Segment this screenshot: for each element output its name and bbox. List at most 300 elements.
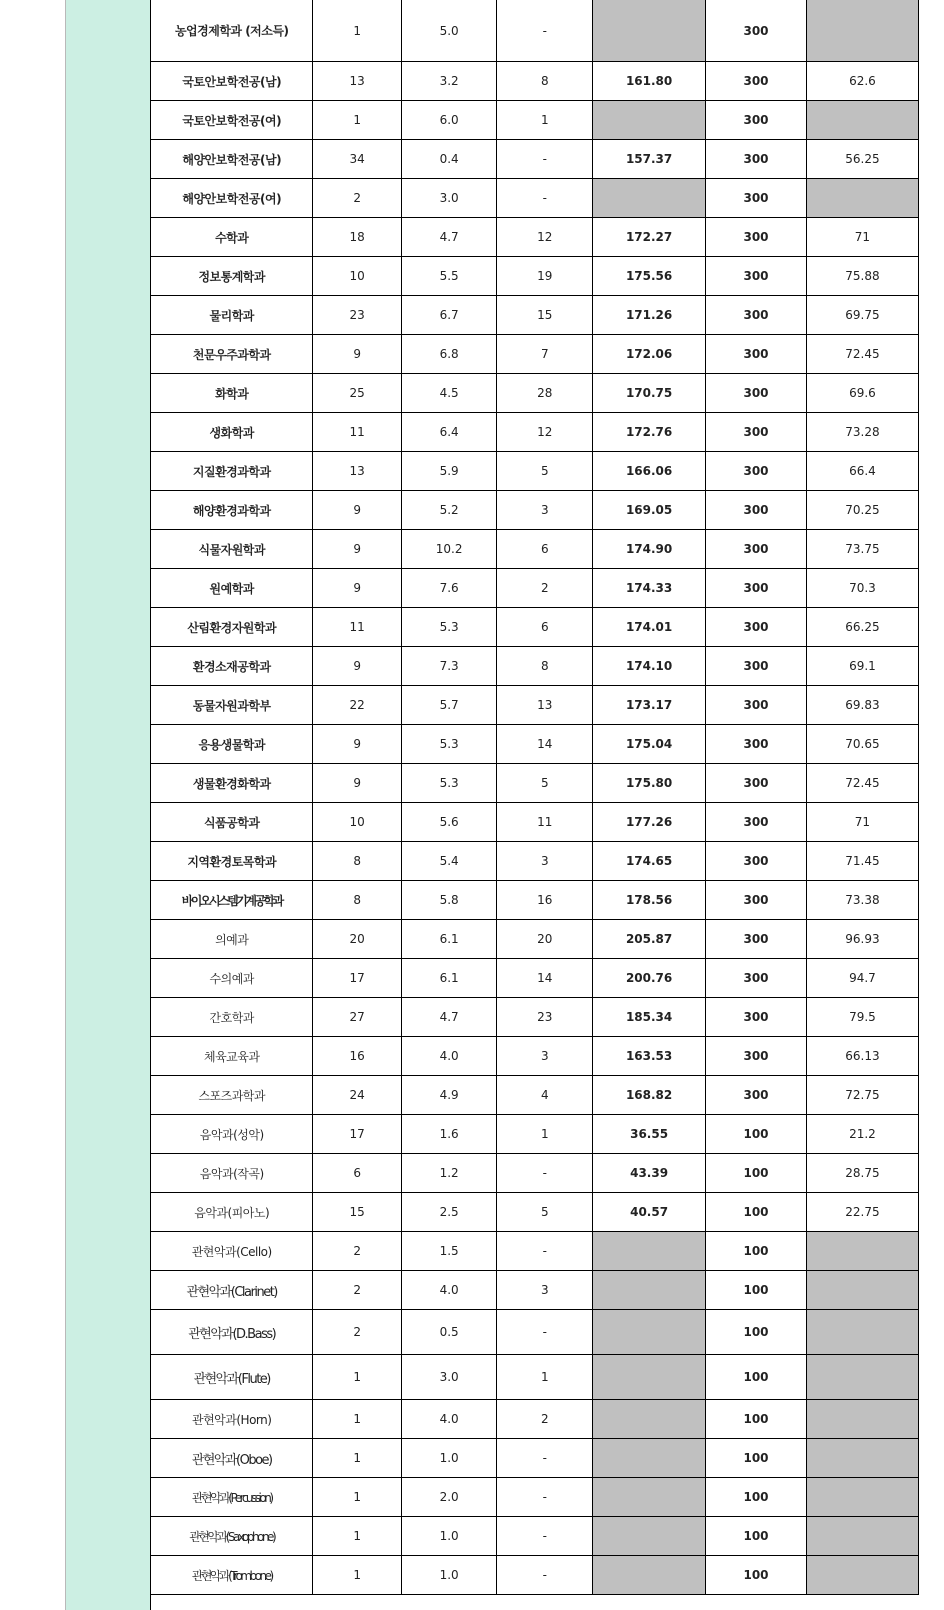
percentile-cell: 71.45: [806, 842, 918, 881]
department-cell: 환경소재공학과: [151, 647, 313, 686]
average-score-cell: 174.65: [593, 842, 706, 881]
total-score-cell: 100: [706, 1478, 807, 1517]
competition-rate-cell: 2.0: [401, 1478, 497, 1517]
quota-cell: 18: [313, 218, 401, 257]
quota-cell: 34: [313, 140, 401, 179]
percentile-cell: 75.88: [806, 257, 918, 296]
table-row: [151, 257, 919, 296]
department-cell: 수학과: [151, 218, 313, 257]
competition-rate-cell: 7.3: [401, 647, 497, 686]
department-cell: 농업경제학과 (저소득): [151, 0, 313, 62]
total-score-cell: 300: [706, 608, 807, 647]
total-score-cell: 300: [706, 725, 807, 764]
department-cell: 관현악과(Trombone): [151, 1556, 313, 1595]
total-score-cell: 300: [706, 764, 807, 803]
competition-rate-cell: 3.0: [401, 1355, 497, 1400]
department-cell: 동물자원과학부: [151, 686, 313, 725]
total-score-cell: 300: [706, 881, 807, 920]
department-cell: 수의예과: [151, 959, 313, 998]
total-score-cell: 300: [706, 998, 807, 1037]
competition-rate-cell: 1.0: [401, 1517, 497, 1556]
total-score-cell: 300: [706, 140, 807, 179]
average-score-cell: 171.26: [593, 296, 706, 335]
quota-cell: 1: [313, 1439, 401, 1478]
competition-rate-cell: 5.0: [401, 0, 497, 62]
competition-rate-cell: 6.1: [401, 959, 497, 998]
total-score-cell: 100: [706, 1154, 807, 1193]
quota-cell: 2: [313, 1271, 401, 1310]
table-row: [151, 998, 919, 1037]
average-score-cell: [593, 101, 706, 140]
table-row: [151, 764, 919, 803]
percentile-cell: 96.93: [806, 920, 918, 959]
additional-cell: 5: [497, 452, 593, 491]
average-score-cell: 174.10: [593, 647, 706, 686]
additional-cell: 16: [497, 881, 593, 920]
percentile-cell: 72.45: [806, 335, 918, 374]
department-cell: 식물자원학과: [151, 530, 313, 569]
department-cell: 관현악과(Saxophone): [151, 1517, 313, 1556]
additional-cell: -: [497, 1439, 593, 1478]
total-score-cell: 100: [706, 1556, 807, 1595]
quota-cell: 2: [313, 1232, 401, 1271]
quota-cell: 8: [313, 881, 401, 920]
total-score-cell: 100: [706, 1439, 807, 1478]
average-score-cell: 177.26: [593, 803, 706, 842]
table-row: [151, 413, 919, 452]
total-score-cell: 300: [706, 647, 807, 686]
total-score-cell: 300: [706, 491, 807, 530]
table-row: [151, 1154, 919, 1193]
table-row: [151, 1400, 919, 1439]
percentile-cell: 73.38: [806, 881, 918, 920]
department-cell: 생화학과: [151, 413, 313, 452]
average-score-cell: [593, 0, 706, 62]
department-cell: 스포즈과학과: [151, 1076, 313, 1115]
department-cell: 바이오시스템기계공학과: [151, 881, 313, 920]
quota-cell: 20: [313, 920, 401, 959]
average-score-cell: 205.87: [593, 920, 706, 959]
percentile-cell: 70.25: [806, 491, 918, 530]
average-score-cell: 185.34: [593, 998, 706, 1037]
table-row: [151, 530, 919, 569]
department-cell: 관현악과(Clarinet): [151, 1271, 313, 1310]
additional-cell: -: [497, 179, 593, 218]
total-score-cell: 300: [706, 452, 807, 491]
total-score-cell: 100: [706, 1517, 807, 1556]
quota-cell: 10: [313, 257, 401, 296]
average-score-cell: 175.56: [593, 257, 706, 296]
table-row: [151, 686, 919, 725]
quota-cell: 1: [313, 1556, 401, 1595]
competition-rate-cell: 4.0: [401, 1271, 497, 1310]
department-cell: 국토안보학전공(여): [151, 101, 313, 140]
competition-rate-cell: 3.0: [401, 179, 497, 218]
additional-cell: -: [497, 1154, 593, 1193]
percentile-cell: 69.6: [806, 374, 918, 413]
competition-rate-cell: 6.1: [401, 920, 497, 959]
table-row: [151, 140, 919, 179]
quota-cell: 17: [313, 1115, 401, 1154]
competition-rate-cell: 10.2: [401, 530, 497, 569]
additional-cell: -: [497, 1478, 593, 1517]
department-cell: 체육교육과: [151, 1037, 313, 1076]
total-score-cell: 300: [706, 686, 807, 725]
department-cell: 해양환경과학과: [151, 491, 313, 530]
table-row: [151, 647, 919, 686]
department-cell: 지질환경과학과: [151, 452, 313, 491]
percentile-cell: 71: [806, 803, 918, 842]
competition-rate-cell: 5.5: [401, 257, 497, 296]
average-score-cell: 166.06: [593, 452, 706, 491]
quota-cell: 9: [313, 530, 401, 569]
department-cell: 생물환경화학과: [151, 764, 313, 803]
quota-cell: 13: [313, 62, 401, 101]
additional-cell: 3: [497, 1037, 593, 1076]
quota-cell: 1: [313, 0, 401, 62]
percentile-cell: 66.4: [806, 452, 918, 491]
table-row: [151, 842, 919, 881]
right-margin: [919, 0, 944, 1610]
percentile-cell: [806, 1355, 918, 1400]
percentile-cell: 79.5: [806, 998, 918, 1037]
percentile-cell: [806, 0, 918, 62]
percentile-cell: [806, 179, 918, 218]
total-score-cell: 100: [706, 1232, 807, 1271]
department-cell: 음악과(성악): [151, 1115, 313, 1154]
table-row: [151, 335, 919, 374]
percentile-cell: [806, 1310, 918, 1355]
department-cell: 응용생물학과: [151, 725, 313, 764]
average-score-cell: 43.39: [593, 1154, 706, 1193]
department-cell: 식품공학과: [151, 803, 313, 842]
quota-cell: 2: [313, 179, 401, 218]
quota-cell: 16: [313, 1037, 401, 1076]
table-row: [151, 1232, 919, 1271]
additional-cell: 1: [497, 1355, 593, 1400]
percentile-cell: 21.2: [806, 1115, 918, 1154]
quota-cell: 11: [313, 608, 401, 647]
percentile-cell: [806, 1556, 918, 1595]
department-cell: 천문우주과학과: [151, 335, 313, 374]
competition-rate-cell: 5.3: [401, 725, 497, 764]
percentile-cell: [806, 1478, 918, 1517]
table-row: [151, 725, 919, 764]
competition-rate-cell: 5.3: [401, 764, 497, 803]
competition-rate-cell: 6.4: [401, 413, 497, 452]
average-score-cell: 200.76: [593, 959, 706, 998]
quota-cell: 1: [313, 1355, 401, 1400]
average-score-cell: 40.57: [593, 1193, 706, 1232]
additional-cell: 20: [497, 920, 593, 959]
competition-rate-cell: 0.4: [401, 140, 497, 179]
competition-rate-cell: 4.5: [401, 374, 497, 413]
additional-cell: 2: [497, 1400, 593, 1439]
table-row: [151, 1439, 919, 1478]
table-row: [151, 1310, 919, 1355]
average-score-cell: [593, 1355, 706, 1400]
competition-rate-cell: 5.3: [401, 608, 497, 647]
table-row: [151, 374, 919, 413]
percentile-cell: 22.75: [806, 1193, 918, 1232]
total-score-cell: 300: [706, 1037, 807, 1076]
percentile-cell: 72.75: [806, 1076, 918, 1115]
table-row: [151, 179, 919, 218]
additional-cell: -: [497, 1310, 593, 1355]
total-score-cell: 300: [706, 803, 807, 842]
department-cell: 물리학과: [151, 296, 313, 335]
quota-cell: 24: [313, 1076, 401, 1115]
quota-cell: 1: [313, 1400, 401, 1439]
total-score-cell: 100: [706, 1355, 807, 1400]
competition-rate-cell: 7.6: [401, 569, 497, 608]
additional-cell: 1: [497, 101, 593, 140]
average-score-cell: 175.80: [593, 764, 706, 803]
department-cell: 원예학과: [151, 569, 313, 608]
competition-rate-cell: 1.5: [401, 1232, 497, 1271]
average-score-cell: 157.37: [593, 140, 706, 179]
quota-cell: 1: [313, 1517, 401, 1556]
table-row: [151, 569, 919, 608]
average-score-cell: [593, 1439, 706, 1478]
average-score-cell: 170.75: [593, 374, 706, 413]
total-score-cell: 300: [706, 413, 807, 452]
competition-rate-cell: 4.7: [401, 218, 497, 257]
table-row: [151, 218, 919, 257]
average-score-cell: 173.17: [593, 686, 706, 725]
competition-rate-cell: 3.2: [401, 62, 497, 101]
additional-cell: 15: [497, 296, 593, 335]
competition-rate-cell: 1.6: [401, 1115, 497, 1154]
total-score-cell: 300: [706, 62, 807, 101]
competition-rate-cell: 5.4: [401, 842, 497, 881]
table-row: [151, 0, 919, 62]
department-cell: 정보통계학과: [151, 257, 313, 296]
table-row: [151, 452, 919, 491]
total-score-cell: 300: [706, 569, 807, 608]
total-score-cell: 300: [706, 179, 807, 218]
additional-cell: -: [497, 1517, 593, 1556]
competition-rate-cell: 6.8: [401, 335, 497, 374]
quota-cell: 9: [313, 647, 401, 686]
percentile-cell: 56.25: [806, 140, 918, 179]
average-score-cell: [593, 1400, 706, 1439]
competition-rate-cell: 5.6: [401, 803, 497, 842]
department-cell: 관현악과(Horn): [151, 1400, 313, 1439]
quota-cell: 9: [313, 491, 401, 530]
table-row: [151, 101, 919, 140]
department-cell: 화학과: [151, 374, 313, 413]
additional-cell: 6: [497, 608, 593, 647]
additional-cell: -: [497, 1232, 593, 1271]
average-score-cell: [593, 1556, 706, 1595]
quota-cell: 8: [313, 842, 401, 881]
average-score-cell: 163.53: [593, 1037, 706, 1076]
department-cell: 지역환경토목학과: [151, 842, 313, 881]
total-score-cell: 300: [706, 257, 807, 296]
total-score-cell: 300: [706, 920, 807, 959]
total-score-cell: 100: [706, 1400, 807, 1439]
department-cell: 관현악과(Cello): [151, 1232, 313, 1271]
additional-cell: 14: [497, 959, 593, 998]
department-cell: 산림환경자원학과: [151, 608, 313, 647]
competition-rate-cell: 2.5: [401, 1193, 497, 1232]
department-cell: 음악과(피아노): [151, 1193, 313, 1232]
total-score-cell: 300: [706, 296, 807, 335]
admissions-results-table: [150, 0, 919, 1595]
department-cell: 관현악과(Flute): [151, 1355, 313, 1400]
percentile-cell: [806, 1517, 918, 1556]
average-score-cell: 168.82: [593, 1076, 706, 1115]
additional-cell: 3: [497, 842, 593, 881]
table-row: [151, 491, 919, 530]
percentile-cell: [806, 1439, 918, 1478]
competition-rate-cell: 1.0: [401, 1556, 497, 1595]
additional-cell: 13: [497, 686, 593, 725]
table-body: [151, 0, 919, 1595]
total-score-cell: 100: [706, 1310, 807, 1355]
average-score-cell: 174.33: [593, 569, 706, 608]
additional-cell: -: [497, 140, 593, 179]
quota-cell: 9: [313, 335, 401, 374]
average-score-cell: [593, 1517, 706, 1556]
average-score-cell: 36.55: [593, 1115, 706, 1154]
department-cell: 해양안보학전공(남): [151, 140, 313, 179]
total-score-cell: 300: [706, 1076, 807, 1115]
additional-cell: 23: [497, 998, 593, 1037]
average-score-cell: 174.90: [593, 530, 706, 569]
total-score-cell: 300: [706, 335, 807, 374]
additional-cell: 5: [497, 1193, 593, 1232]
percentile-cell: 73.28: [806, 413, 918, 452]
table-row: [151, 1271, 919, 1310]
quota-cell: 17: [313, 959, 401, 998]
table-row: [151, 1517, 919, 1556]
table-row: [151, 959, 919, 998]
average-score-cell: [593, 179, 706, 218]
total-score-cell: 300: [706, 218, 807, 257]
table-row: [151, 62, 919, 101]
competition-rate-cell: 5.9: [401, 452, 497, 491]
percentile-cell: 70.3: [806, 569, 918, 608]
category-column: [66, 0, 151, 1610]
percentile-cell: 66.13: [806, 1037, 918, 1076]
competition-rate-cell: 1.2: [401, 1154, 497, 1193]
left-margin: [0, 0, 66, 1610]
department-cell: 관현악과(D.Bass): [151, 1310, 313, 1355]
additional-cell: -: [497, 1556, 593, 1595]
table-row: [151, 1037, 919, 1076]
percentile-cell: [806, 1400, 918, 1439]
average-score-cell: 169.05: [593, 491, 706, 530]
percentile-cell: 69.1: [806, 647, 918, 686]
percentile-cell: 62.6: [806, 62, 918, 101]
total-score-cell: 100: [706, 1193, 807, 1232]
percentile-cell: 69.75: [806, 296, 918, 335]
total-score-cell: 300: [706, 842, 807, 881]
percentile-cell: 70.65: [806, 725, 918, 764]
competition-rate-cell: 1.0: [401, 1439, 497, 1478]
percentile-cell: 71: [806, 218, 918, 257]
average-score-cell: 172.76: [593, 413, 706, 452]
average-score-cell: [593, 1232, 706, 1271]
department-cell: 관현악과(Percussion): [151, 1478, 313, 1517]
percentile-cell: 66.25: [806, 608, 918, 647]
total-score-cell: 300: [706, 101, 807, 140]
additional-cell: 2: [497, 569, 593, 608]
quota-cell: 6: [313, 1154, 401, 1193]
quota-cell: 9: [313, 725, 401, 764]
additional-cell: 11: [497, 803, 593, 842]
average-score-cell: 172.06: [593, 335, 706, 374]
additional-cell: 5: [497, 764, 593, 803]
table-row: [151, 1478, 919, 1517]
additional-cell: 6: [497, 530, 593, 569]
total-score-cell: 100: [706, 1271, 807, 1310]
average-score-cell: 174.01: [593, 608, 706, 647]
table-row: [151, 296, 919, 335]
additional-cell: 19: [497, 257, 593, 296]
table-row: [151, 1556, 919, 1595]
table-row: [151, 803, 919, 842]
competition-rate-cell: 4.0: [401, 1400, 497, 1439]
percentile-cell: 73.75: [806, 530, 918, 569]
additional-cell: 12: [497, 218, 593, 257]
percentile-cell: [806, 101, 918, 140]
percentile-cell: [806, 1271, 918, 1310]
competition-rate-cell: 4.9: [401, 1076, 497, 1115]
competition-rate-cell: 4.0: [401, 1037, 497, 1076]
total-score-cell: 300: [706, 0, 807, 62]
quota-cell: 13: [313, 452, 401, 491]
quota-cell: 23: [313, 296, 401, 335]
competition-rate-cell: 4.7: [401, 998, 497, 1037]
percentile-cell: [806, 1232, 918, 1271]
table-row: [151, 608, 919, 647]
competition-rate-cell: 5.2: [401, 491, 497, 530]
table-row: [151, 1193, 919, 1232]
additional-cell: 1: [497, 1115, 593, 1154]
department-cell: 음악과(작곡): [151, 1154, 313, 1193]
quota-cell: 27: [313, 998, 401, 1037]
average-score-cell: [593, 1310, 706, 1355]
quota-cell: 10: [313, 803, 401, 842]
department-cell: 국토안보학전공(남): [151, 62, 313, 101]
quota-cell: 9: [313, 764, 401, 803]
competition-rate-cell: 6.7: [401, 296, 497, 335]
additional-cell: 28: [497, 374, 593, 413]
quota-cell: 1: [313, 101, 401, 140]
additional-cell: 3: [497, 491, 593, 530]
competition-rate-cell: 0.5: [401, 1310, 497, 1355]
quota-cell: 25: [313, 374, 401, 413]
additional-cell: -: [497, 0, 593, 62]
average-score-cell: [593, 1478, 706, 1517]
competition-rate-cell: 5.8: [401, 881, 497, 920]
average-score-cell: 175.04: [593, 725, 706, 764]
additional-cell: 8: [497, 62, 593, 101]
competition-rate-cell: 6.0: [401, 101, 497, 140]
table-row: [151, 1076, 919, 1115]
total-score-cell: 300: [706, 959, 807, 998]
total-score-cell: 100: [706, 1115, 807, 1154]
department-cell: 의예과: [151, 920, 313, 959]
average-score-cell: [593, 1271, 706, 1310]
additional-cell: 7: [497, 335, 593, 374]
additional-cell: 8: [497, 647, 593, 686]
average-score-cell: 178.56: [593, 881, 706, 920]
total-score-cell: 300: [706, 374, 807, 413]
